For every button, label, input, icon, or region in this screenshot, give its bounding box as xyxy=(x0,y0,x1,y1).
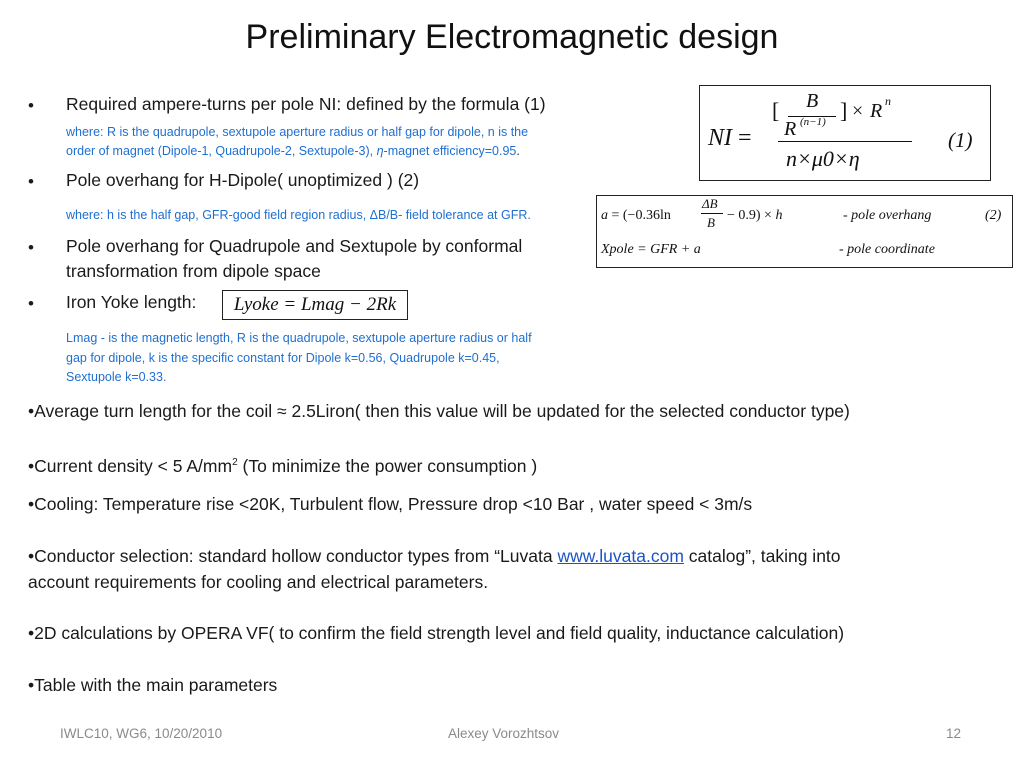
formula-2-overhang-label: - pole overhang xyxy=(843,208,932,223)
bullet-conformal-line1: Pole overhang for Quadrupole and Sextupole by conformal xyxy=(66,236,523,256)
formula-2-line2: Xpole = GFR + a xyxy=(601,242,701,257)
point-2d-calculations: •2D calculations by OPERA VF( to confirm the field strength level and field quality, inductance calculation) xyxy=(28,623,845,643)
formula-2-b: B xyxy=(707,215,715,230)
point-parameters-table: •Table with the main parameters xyxy=(28,675,278,695)
formula-yoke-length: Lyoke = Lmag − 2Rk xyxy=(222,290,408,320)
bullet-marker: • xyxy=(28,238,34,257)
point-current-density: •Current density < 5 $A/mm^2$ (To minimize the power consumption ) xyxy=(28,455,538,476)
slide-title: Preliminary Electromagnetic design xyxy=(245,18,779,56)
luvata-link[interactable]: www.luvata.com xyxy=(557,546,684,566)
formula-2-fraction-bar xyxy=(701,213,723,214)
formula-2-box xyxy=(596,195,1013,268)
note-yoke-3: Sextupole k=0.33. xyxy=(66,370,167,384)
formula-1-number: (1) xyxy=(948,128,973,152)
note-dipole-overhang: where: h is the half gap, GFR-good field region radius, ΔB/B- field tolerance at GFR. xyxy=(66,208,531,222)
note-ampere-turns-1: where: R is the quadrupole, sextupole aperture radius or half gap for dipole, n is the xyxy=(66,125,529,139)
formula-2-line1-post: − 0.9) × h xyxy=(727,208,783,223)
formula-1-numerator: [ B R (n−1) ] × R n xyxy=(772,90,891,140)
bullet-dipole-overhang: Pole overhang for H-Dipole( unoptimized ) (2) xyxy=(66,170,420,190)
point-conductor-line2: account requirements for cooling and electrical parameters. xyxy=(28,572,489,592)
note-yoke-1: Lmag - is the magnetic length, R is the quadrupole, sextupole aperture radius or half xyxy=(66,331,532,345)
point-turn-length: •Average turn length for the coil ≈ 2.5Liron( then this value will be updated for the selected conductor type) xyxy=(28,401,850,421)
formula-1-lhs: NI = xyxy=(708,125,752,151)
point-conductor-line1: •Conductor selection: standard hollow conductor types from “Luvata www.luvata.com catalog”, taking into xyxy=(28,546,841,566)
note-yoke-2: gap for dipole, k is the specific constant for Dipole k=0.56, Quadrupole k=0.45, xyxy=(66,351,500,365)
bullet-conformal-line2: transformation from dipole space xyxy=(66,261,321,281)
bullet-yoke-length: Iron Yoke length: xyxy=(66,292,197,312)
bullet-marker: • xyxy=(28,172,34,191)
formula-1-box xyxy=(699,85,991,181)
bullet-marker: • xyxy=(28,294,34,313)
formula-1-denominator: n×μ0×η xyxy=(786,146,860,171)
formula-1-fraction-bar xyxy=(778,141,912,142)
bullet-ampere-turns: Required ampere-turns per pole NI: defined by the formula (1) xyxy=(66,94,546,114)
footer-conference: IWLC10, WG6, 10/20/2010 xyxy=(60,726,223,741)
formula-2-delta-b: ΔB xyxy=(702,196,718,211)
formula-2-line1-pre: a = (−0.36ln xyxy=(601,208,671,223)
footer-author: Alexey Vorozhtsov xyxy=(448,726,560,741)
point-cooling: •Cooling: Temperature rise <20K, Turbulent flow, Pressure drop <10 Bar , water speed < 3m/s xyxy=(28,494,753,514)
footer-page-number: 12 xyxy=(946,726,962,741)
formula-2-coordinate-label: - pole coordinate xyxy=(839,242,935,257)
bullet-marker: • xyxy=(28,96,34,115)
formula-2-number: (2) xyxy=(985,208,1002,223)
note-ampere-turns-2: order of magnet (Dipole-1, Quadrupole-2, Sextupole-3), η-magnet efficiency=0.95. xyxy=(66,144,520,158)
